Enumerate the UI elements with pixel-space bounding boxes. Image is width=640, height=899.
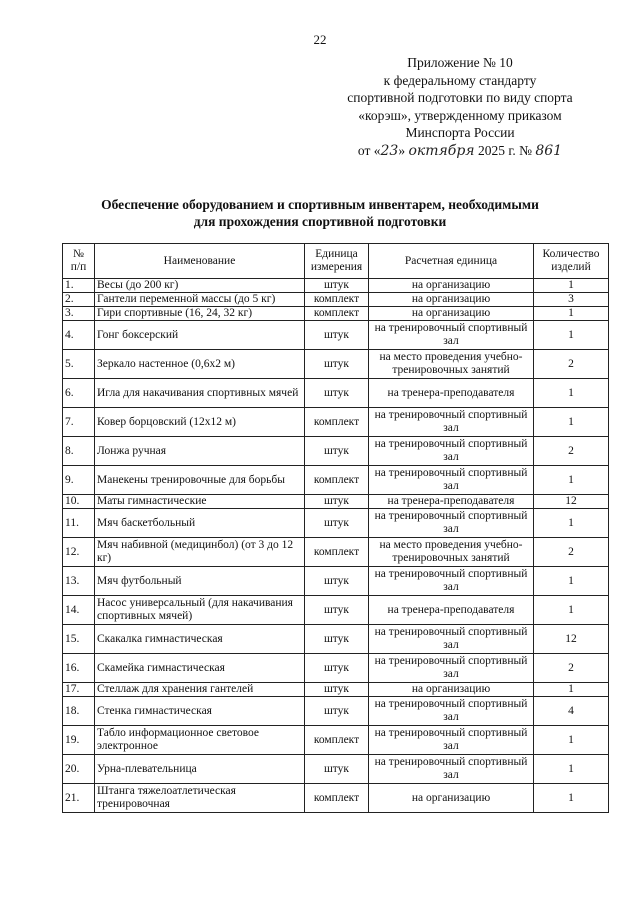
- cell-name: Весы (до 200 кг): [95, 279, 305, 293]
- cell-name: Манекены тренировочные для борьбы: [95, 466, 305, 495]
- table-header-row: [63, 244, 609, 279]
- cell-calc: на тренировочный спортивный зал: [369, 726, 534, 755]
- cell-calc: на тренировочный спортивный зал: [369, 509, 534, 538]
- cell-calc: на тренера-преподавателя: [369, 379, 534, 408]
- cell-qty: 1: [534, 726, 609, 755]
- cell-name: Мяч баскетбольный: [95, 509, 305, 538]
- cell-num: 19.: [63, 726, 95, 755]
- cell-name: Игла для накачивания спортивных мячей: [95, 379, 305, 408]
- cell-qty: 1: [534, 755, 609, 784]
- cell-name: Зеркало настенное (0,6х2 м): [95, 350, 305, 379]
- header-unit: [305, 244, 369, 279]
- header-name-label: Наименование: [163, 254, 236, 267]
- cell-name: Лонжа ручная: [95, 437, 305, 466]
- cell-name: Стеллаж для хранения гантелей: [95, 683, 305, 697]
- page-number: 22: [313, 32, 327, 47]
- cell-name: Ковер борцовский (12х12 м): [95, 408, 305, 437]
- appendix-line-5: Минспорта России: [405, 125, 515, 140]
- cell-qty: 4: [534, 697, 609, 726]
- cell-qty: 2: [534, 538, 609, 567]
- cell-num: 2.: [63, 293, 95, 307]
- cell-unit: комплект: [305, 307, 369, 321]
- table-row: [63, 654, 609, 683]
- cell-qty: 1: [534, 321, 609, 350]
- cell-qty: 1: [534, 683, 609, 697]
- table-row: [63, 307, 609, 321]
- cell-num: 11.: [63, 509, 95, 538]
- cell-unit: комплект: [305, 293, 369, 307]
- cell-calc: на организацию: [369, 784, 534, 813]
- table-row: [63, 350, 609, 379]
- header-qty: [534, 244, 609, 279]
- table-row: [63, 495, 609, 509]
- cell-calc: на место проведения учебно-тренировочных занятий: [369, 538, 534, 567]
- cell-name: Гири спортивные (16, 24, 32 кг): [95, 307, 305, 321]
- table-row: [63, 293, 609, 307]
- cell-num: 1.: [63, 279, 95, 293]
- cell-qty: 1: [534, 379, 609, 408]
- cell-calc: на тренировочный спортивный зал: [369, 437, 534, 466]
- cell-num: 12.: [63, 538, 95, 567]
- cell-num: 15.: [63, 625, 95, 654]
- table-row: [63, 784, 609, 813]
- cell-calc: на тренировочный спортивный зал: [369, 697, 534, 726]
- cell-qty: 1: [534, 567, 609, 596]
- cell-unit: штук: [305, 495, 369, 509]
- cell-unit: штук: [305, 379, 369, 408]
- cell-num: 10.: [63, 495, 95, 509]
- cell-name: Табло информационное световое электронное: [95, 726, 305, 755]
- cell-qty: 1: [534, 466, 609, 495]
- cell-num: 13.: [63, 567, 95, 596]
- cell-num: 7.: [63, 408, 95, 437]
- date-day: 23: [380, 142, 399, 159]
- cell-num: 20.: [63, 755, 95, 784]
- cell-calc: на тренировочный спортивный зал: [369, 466, 534, 495]
- date-mid: »: [398, 142, 409, 158]
- cell-calc: на организацию: [369, 307, 534, 321]
- cell-name: Гантели переменной массы (до 5 кг): [95, 293, 305, 307]
- order-date-line: [335, 142, 585, 161]
- cell-calc: на тренировочный спортивный зал: [369, 755, 534, 784]
- cell-calc: на организацию: [369, 279, 534, 293]
- cell-qty: 1: [534, 784, 609, 813]
- cell-qty: 2: [534, 437, 609, 466]
- table-row: [63, 567, 609, 596]
- cell-name: Мяч набивной (медицинбол) (от 3 до 12 кг): [95, 538, 305, 567]
- date-prefix: от «: [357, 142, 381, 158]
- cell-num: 3.: [63, 307, 95, 321]
- header-calc: [369, 244, 534, 279]
- cell-unit: комплект: [305, 538, 369, 567]
- cell-unit: штук: [305, 654, 369, 683]
- title-line-1: Обеспечение оборудованием и спортивным инвентарем, необходимыми: [101, 197, 539, 212]
- cell-unit: штук: [305, 279, 369, 293]
- table-title: [40, 196, 600, 230]
- cell-qty: 12: [534, 625, 609, 654]
- cell-calc: на тренировочный спортивный зал: [369, 567, 534, 596]
- cell-num: 5.: [63, 350, 95, 379]
- table-row: [63, 683, 609, 697]
- table-row: [63, 408, 609, 437]
- cell-calc: на тренера-преподавателя: [369, 596, 534, 625]
- cell-unit: штук: [305, 567, 369, 596]
- cell-qty: 1: [534, 509, 609, 538]
- cell-calc: на тренера-преподавателя: [369, 495, 534, 509]
- cell-calc: на тренировочный спортивный зал: [369, 625, 534, 654]
- cell-name: Скамейка гимнастическая: [95, 654, 305, 683]
- cell-unit: штук: [305, 596, 369, 625]
- cell-qty: 2: [534, 654, 609, 683]
- table-row: [63, 466, 609, 495]
- appendix-line-2: к федеральному стандарту: [383, 72, 537, 88]
- cell-qty: 3: [534, 293, 609, 307]
- cell-num: 14.: [63, 596, 95, 625]
- header-calc-label: Расчетная единица: [404, 254, 498, 267]
- cell-num: 17.: [63, 683, 95, 697]
- cell-name: Стенка гимнастическая: [95, 697, 305, 726]
- cell-name: Урна-плевательница: [95, 755, 305, 784]
- cell-unit: штук: [305, 697, 369, 726]
- title-line-2: для прохождения спортивной подготовки: [193, 214, 447, 229]
- appendix-header: [335, 54, 585, 160]
- header-num: [63, 244, 95, 279]
- cell-num: 8.: [63, 437, 95, 466]
- cell-num: 16.: [63, 654, 95, 683]
- date-month: октября: [408, 142, 475, 159]
- equipment-table: [62, 243, 609, 813]
- cell-name: Гонг боксерский: [95, 321, 305, 350]
- cell-qty: 2: [534, 350, 609, 379]
- cell-calc: на тренировочный спортивный зал: [369, 408, 534, 437]
- cell-unit: комплект: [305, 466, 369, 495]
- cell-unit: комплект: [305, 784, 369, 813]
- header-qty-label: Количество изделий: [542, 248, 600, 273]
- cell-unit: штук: [305, 625, 369, 654]
- cell-num: 18.: [63, 697, 95, 726]
- cell-qty: 1: [534, 307, 609, 321]
- cell-calc: на тренировочный спортивный зал: [369, 654, 534, 683]
- cell-unit: штук: [305, 755, 369, 784]
- cell-unit: штук: [305, 321, 369, 350]
- cell-num: 21.: [63, 784, 95, 813]
- cell-name: Мяч футбольный: [95, 567, 305, 596]
- order-number: 861: [535, 142, 563, 159]
- table-row: [63, 379, 609, 408]
- cell-qty: 1: [534, 279, 609, 293]
- cell-num: 4.: [63, 321, 95, 350]
- appendix-line-1: Приложение № 10: [407, 55, 513, 70]
- table-row: [63, 279, 609, 293]
- cell-calc: на тренировочный спортивный зал: [369, 321, 534, 350]
- cell-calc: на место проведения учебно-тренировочных занятий: [369, 350, 534, 379]
- cell-unit: штук: [305, 509, 369, 538]
- cell-unit: штук: [305, 350, 369, 379]
- cell-qty: 1: [534, 596, 609, 625]
- appendix-line-4: «корэш», утвержденному приказом: [358, 107, 562, 123]
- header-num-label: № п/п: [70, 248, 87, 273]
- cell-name: Насос универсальный (для накачивания спортивных мячей): [95, 596, 305, 625]
- table-body: [63, 279, 609, 813]
- table-row: [63, 625, 609, 654]
- cell-num: 9.: [63, 466, 95, 495]
- table-row: [63, 321, 609, 350]
- cell-unit: штук: [305, 683, 369, 697]
- date-year: 2025 г. №: [474, 142, 536, 158]
- table-row: [63, 509, 609, 538]
- table-row: [63, 538, 609, 567]
- cell-calc: на организацию: [369, 293, 534, 307]
- header-unit-label: Единица измерения: [310, 248, 363, 273]
- table-row: [63, 755, 609, 784]
- header-name: [95, 244, 305, 279]
- appendix-line-3: спортивной подготовки по виду спорта: [347, 90, 573, 105]
- cell-unit: комплект: [305, 726, 369, 755]
- cell-unit: комплект: [305, 408, 369, 437]
- table-row: [63, 596, 609, 625]
- cell-name: Маты гимнастические: [95, 495, 305, 509]
- cell-name: Скакалка гимнастическая: [95, 625, 305, 654]
- cell-num: 6.: [63, 379, 95, 408]
- cell-name: Штанга тяжелоатлетическая тренировочная: [95, 784, 305, 813]
- table-row: [63, 437, 609, 466]
- cell-qty: 1: [534, 408, 609, 437]
- table-row: [63, 697, 609, 726]
- cell-unit: штук: [305, 437, 369, 466]
- cell-calc: на организацию: [369, 683, 534, 697]
- cell-qty: 12: [534, 495, 609, 509]
- table-row: [63, 726, 609, 755]
